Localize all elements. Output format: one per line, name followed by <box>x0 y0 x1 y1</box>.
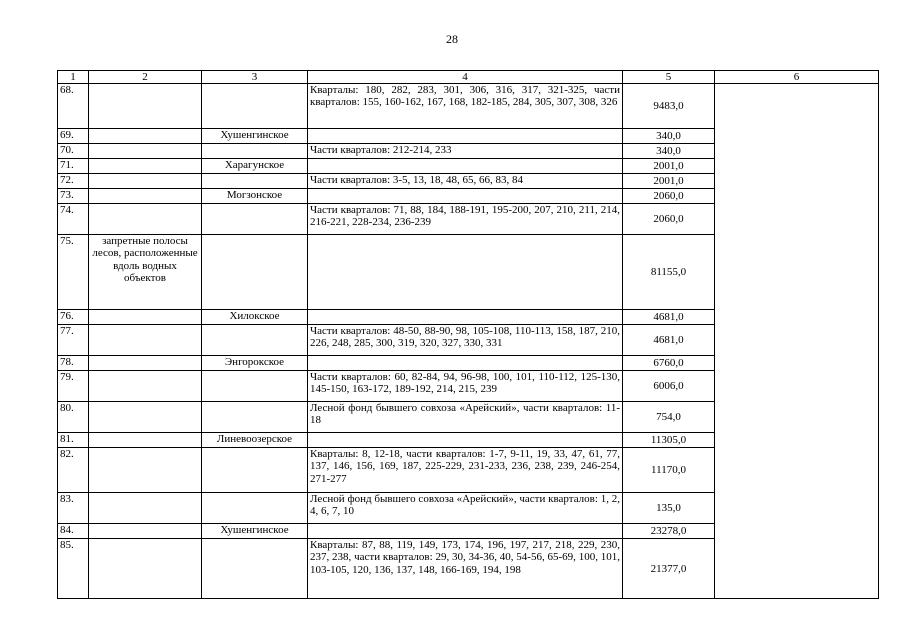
forestry-name-cell <box>202 144 308 159</box>
area-cell: 340,0 <box>623 144 715 159</box>
area-cell: 9483,0 <box>623 84 715 129</box>
row-number: 70. <box>58 144 89 159</box>
category-cell: запретные полосы лесов, расположенные вдоль водных объектов <box>89 235 202 310</box>
area-cell: 2060,0 <box>623 204 715 235</box>
row-number: 84. <box>58 524 89 539</box>
row-number: 82. <box>58 448 89 493</box>
quarters-description-cell: Кварталы: 180, 282, 283, 301, 306, 316, 317, 321-325, части кварталов: 155, 160-162, 167, 168, 182-185, 284, 305, 307, 308, 326 <box>308 84 623 129</box>
row-number: 81. <box>58 433 89 448</box>
forestry-name-cell: Могзонское <box>202 189 308 204</box>
forestry-name-cell <box>202 174 308 189</box>
header-cell-3: 3 <box>202 71 308 84</box>
quarters-description-cell <box>308 189 623 204</box>
table-row <box>58 84 879 129</box>
row-number: 83. <box>58 493 89 524</box>
forestry-name-cell: Линевоозерское <box>202 433 308 448</box>
category-cell <box>89 144 202 159</box>
category-cell <box>89 493 202 524</box>
header-cell-4: 4 <box>308 71 623 84</box>
row-number: 78. <box>58 356 89 371</box>
quarters-description-cell: Кварталы: 8, 12-18, части кварталов: 1-7, 9-11, 19, 33, 47, 61, 77, 137, 146, 156, 169, 187, 225-229, 231-233, 236, 238, 239, 246-254, 271-277 <box>308 448 623 493</box>
forestry-name-cell <box>202 371 308 402</box>
forestry-name-cell <box>202 204 308 235</box>
forestry-name-cell <box>202 539 308 599</box>
area-cell: 11305,0 <box>623 433 715 448</box>
forestry-name-cell <box>202 402 308 433</box>
area-cell: 81155,0 <box>623 235 715 310</box>
header-cell-5: 5 <box>623 71 715 84</box>
row-number: 69. <box>58 129 89 144</box>
area-cell: 23278,0 <box>623 524 715 539</box>
forestry-name-cell: Хушенгинское <box>202 129 308 144</box>
area-cell: 11170,0 <box>623 448 715 493</box>
row-number: 75. <box>58 235 89 310</box>
area-cell: 6006,0 <box>623 371 715 402</box>
quarters-description-cell: Лесной фонд бывшего совхоза «Арейский», части кварталов: 11-18 <box>308 402 623 433</box>
category-cell <box>89 524 202 539</box>
category-cell <box>89 402 202 433</box>
area-cell: 2060,0 <box>623 189 715 204</box>
forestry-name-cell <box>202 448 308 493</box>
category-cell <box>89 325 202 356</box>
row-number: 73. <box>58 189 89 204</box>
quarters-description-cell <box>308 129 623 144</box>
category-cell <box>89 448 202 493</box>
forestry-name-cell: Хилокское <box>202 310 308 325</box>
category-cell <box>89 84 202 129</box>
category-cell <box>89 189 202 204</box>
category-cell <box>89 539 202 599</box>
category-cell <box>89 129 202 144</box>
quarters-description-cell: Части кварталов: 48-50, 88-90, 98, 105-108, 110-113, 158, 187, 210, 226, 248, 285, 300, 319, 320, 327, 330, 331 <box>308 325 623 356</box>
quarters-description-cell <box>308 159 623 174</box>
area-cell: 4681,0 <box>623 325 715 356</box>
category-cell <box>89 204 202 235</box>
quarters-description-cell <box>308 235 623 310</box>
area-cell: 2001,0 <box>623 174 715 189</box>
quarters-description-cell <box>308 433 623 448</box>
header-cell-2: 2 <box>89 71 202 84</box>
row-number: 79. <box>58 371 89 402</box>
category-cell <box>89 174 202 189</box>
row-number: 68. <box>58 84 89 129</box>
header-cell-1: 1 <box>58 71 89 84</box>
quarters-description-cell: Лесной фонд бывшего совхоза «Арейский», части кварталов: 1, 2, 4, 6, 7, 10 <box>308 493 623 524</box>
category-cell <box>89 356 202 371</box>
area-cell: 21377,0 <box>623 539 715 599</box>
quarters-description-cell: Части кварталов: 212-214, 233 <box>308 144 623 159</box>
forestry-name-cell <box>202 235 308 310</box>
row-number: 77. <box>58 325 89 356</box>
category-cell <box>89 159 202 174</box>
header-cell-6: 6 <box>715 71 879 84</box>
area-cell: 2001,0 <box>623 159 715 174</box>
page-number: 28 <box>446 32 458 46</box>
area-cell: 6760,0 <box>623 356 715 371</box>
quarters-description-cell <box>308 310 623 325</box>
forestry-name-cell <box>202 84 308 129</box>
quarters-description-cell <box>308 524 623 539</box>
area-cell: 754,0 <box>623 402 715 433</box>
row-number: 76. <box>58 310 89 325</box>
category-cell <box>89 433 202 448</box>
forestry-name-cell <box>202 493 308 524</box>
quarters-description-cell: Части кварталов: 60, 82-84, 94, 96-98, 100, 101, 110-112, 125-130, 145-150, 163-172, 189-192, 214, 215, 239 <box>308 371 623 402</box>
forestry-name-cell <box>202 325 308 356</box>
category-cell <box>89 371 202 402</box>
notes-cell <box>715 84 879 599</box>
row-number: 80. <box>58 402 89 433</box>
quarters-description-cell: Кварталы: 87, 88, 119, 149, 173, 174, 196, 197, 217, 218, 229, 230, 237, 238, части кварталов: 29, 30, 34-36, 40, 54-56, 65-69, 100, 101, 103-105, 120, 136, 137, 148, 166-169, 194, 198 <box>308 539 623 599</box>
area-cell: 340,0 <box>623 129 715 144</box>
row-number: 74. <box>58 204 89 235</box>
forestry-name-cell: Хушенгинское <box>202 524 308 539</box>
forest-quarters-table <box>57 70 879 599</box>
category-cell <box>89 310 202 325</box>
table-body <box>58 71 879 599</box>
forestry-name-cell: Энгорокское <box>202 356 308 371</box>
quarters-description-cell: Части кварталов: 3-5, 13, 18, 48, 65, 66, 83, 84 <box>308 174 623 189</box>
table-header-row <box>58 71 879 84</box>
row-number: 72. <box>58 174 89 189</box>
quarters-description-cell <box>308 356 623 371</box>
row-number: 85. <box>58 539 89 599</box>
quarters-description-cell: Части кварталов: 71, 88, 184, 188-191, 195-200, 207, 210, 211, 214, 216-221, 228-234, 236-239 <box>308 204 623 235</box>
area-cell: 4681,0 <box>623 310 715 325</box>
forestry-name-cell: Харагунское <box>202 159 308 174</box>
row-number: 71. <box>58 159 89 174</box>
area-cell: 135,0 <box>623 493 715 524</box>
